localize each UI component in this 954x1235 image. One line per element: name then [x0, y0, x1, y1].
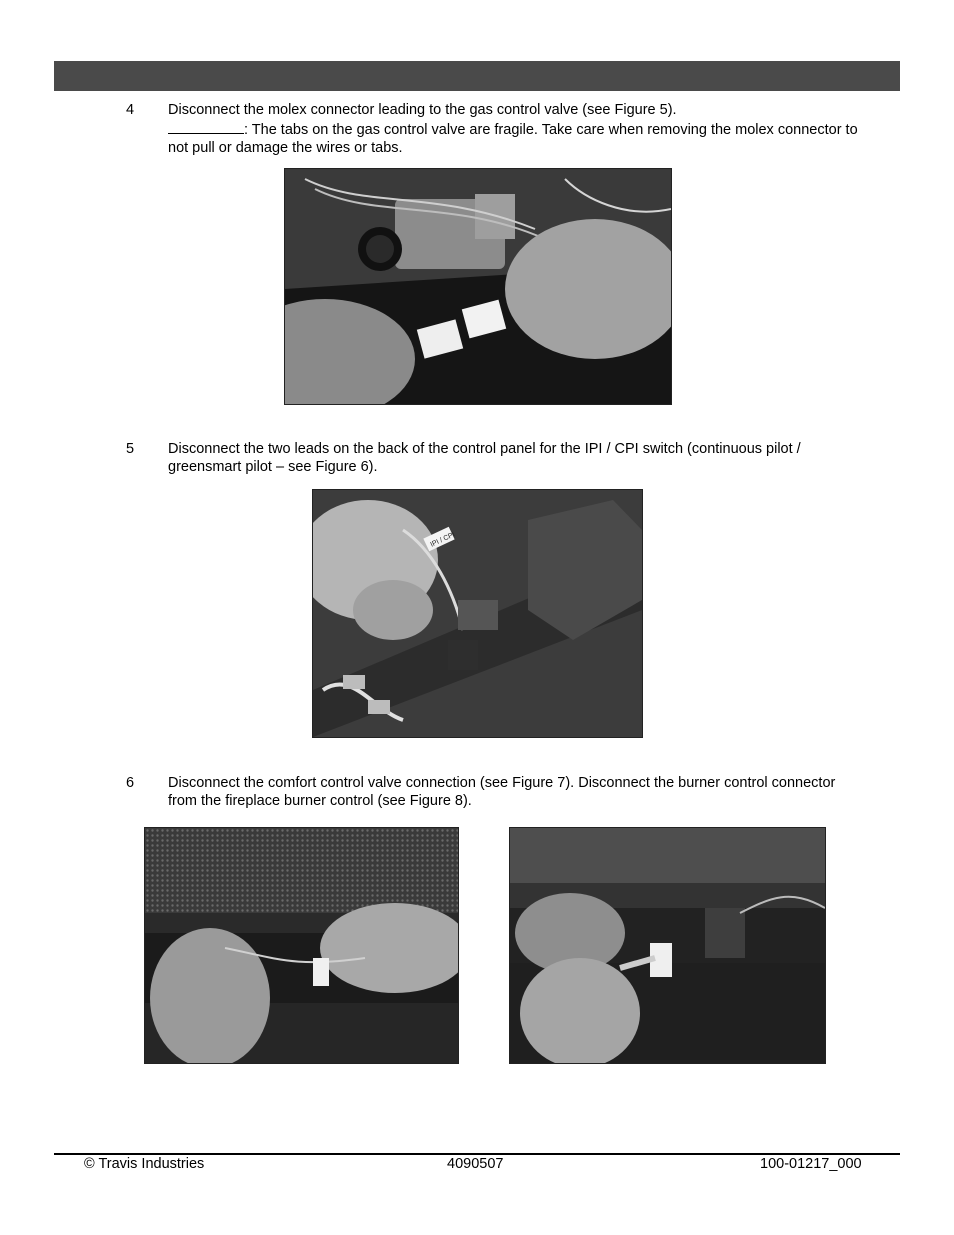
step-number: 4 [126, 102, 135, 118]
figure-8-photo-burner-control-connector [509, 827, 826, 1064]
step-number: 5 [126, 441, 135, 457]
step-instruction: Disconnect the comfort control valve connection (see Figure 7). Disconnect the burner control connector from the fireplace burner control (see Figure 8). [168, 775, 836, 809]
step-note: : The tabs on the gas control valve are fragile. Take care when removing the molex connector to not pull or damage the wires or tabs. [168, 122, 858, 156]
figure-5-photo-molex-connector [284, 168, 672, 405]
footer-document-number: 4090507 [447, 1156, 504, 1172]
figure-6-tag-label: IPI / CPI [429, 531, 457, 549]
footer-part-number: 100-01217_000 [760, 1156, 862, 1172]
step-number: 6 [126, 775, 135, 791]
step-instruction: Disconnect the molex connector leading to the gas control valve (see Figure 5). [168, 102, 677, 118]
footer-rule [54, 1153, 900, 1155]
section-header-bar [54, 61, 900, 91]
figure-6-photo-ipi-cpi-switch-leads [312, 489, 643, 738]
step-instruction: Disconnect the two leads on the back of the control panel for the IPI / CPI switch (continuous pilot / greensmart pilot – see Figure 6). [168, 441, 801, 475]
footer-copyright: © Travis Industries [84, 1156, 205, 1172]
figure-7-photo-comfort-control-valve-connection [144, 827, 459, 1064]
note-label-blank [168, 119, 244, 134]
